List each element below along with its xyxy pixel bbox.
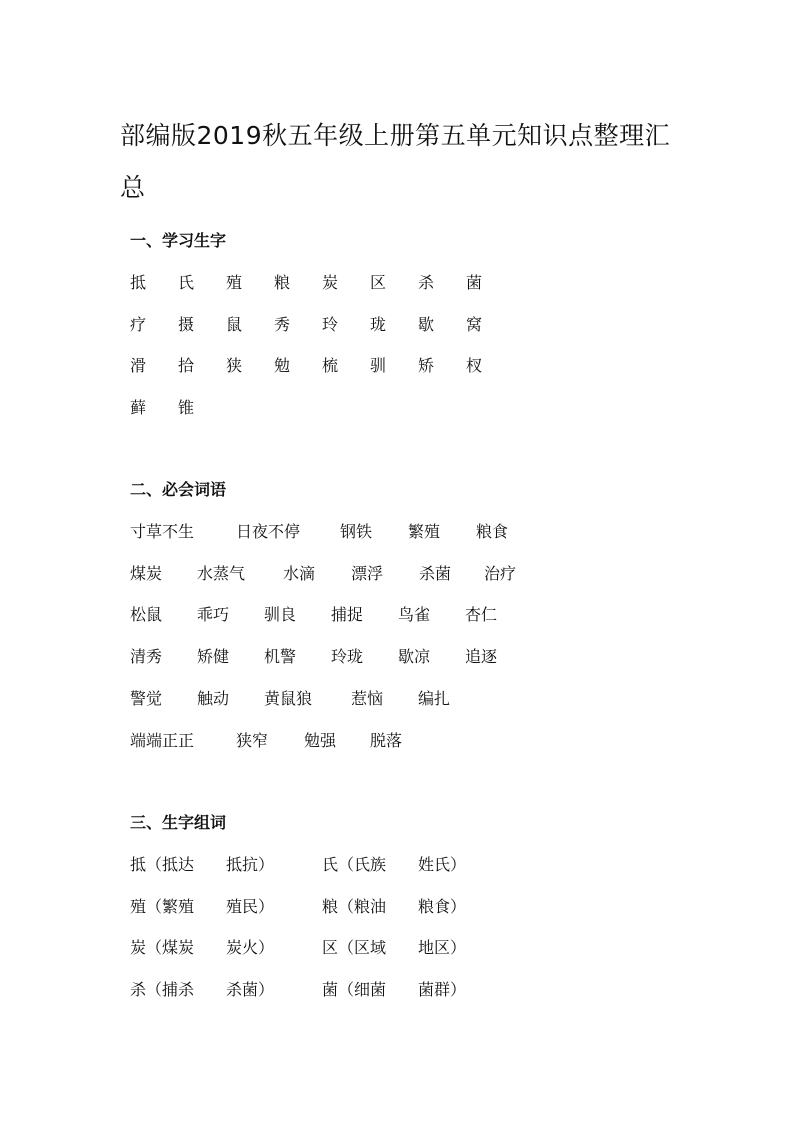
word: 编扎 (418, 689, 451, 708)
word: 寸草不生 (130, 522, 195, 541)
compound-entry: 杀（捕杀 杀菌） (130, 980, 275, 999)
char-row (130, 395, 226, 418)
word: 警觉 (130, 689, 163, 708)
word: 日夜不停 (236, 522, 301, 541)
word: 狭窄 (236, 731, 269, 750)
char: 秀 (274, 315, 291, 334)
compound-row (130, 935, 466, 958)
word: 治疗 (484, 564, 517, 583)
compound-entry: 区（区域 地区） (322, 938, 467, 957)
word: 勉强 (304, 731, 337, 750)
char-row (130, 270, 514, 293)
char: 菌 (466, 273, 483, 292)
word: 玲珑 (331, 647, 364, 666)
word: 水滴 (283, 564, 316, 583)
word: 鸟雀 (398, 605, 431, 624)
char: 锥 (178, 398, 195, 417)
word-row (130, 728, 402, 751)
word: 黄鼠狼 (264, 689, 313, 708)
char: 藓 (130, 398, 147, 417)
char: 玲 (322, 315, 339, 334)
char: 杈 (466, 356, 483, 375)
char: 区 (370, 273, 387, 292)
word: 惹恼 (351, 689, 384, 708)
section-heading-compounds: 三、生字组词 (130, 813, 227, 832)
char: 歇 (418, 315, 435, 334)
char-row (130, 353, 514, 376)
compound-row (130, 977, 466, 1000)
word: 乖巧 (197, 605, 230, 624)
word: 繁殖 (408, 522, 441, 541)
word: 杏仁 (465, 605, 498, 624)
word: 驯良 (264, 605, 297, 624)
char-row (130, 312, 514, 335)
word-row (130, 686, 450, 709)
compound-row (130, 894, 466, 917)
char: 殖 (226, 273, 243, 292)
word: 杀菌 (419, 564, 452, 583)
word: 机警 (264, 647, 297, 666)
char: 疗 (130, 315, 147, 334)
char: 杀 (418, 273, 435, 292)
char: 珑 (370, 315, 387, 334)
word: 脱落 (370, 731, 403, 750)
compound-entry: 粮（粮油 粮食） (322, 897, 467, 916)
char: 抵 (130, 273, 147, 292)
word: 矫健 (197, 647, 230, 666)
char: 粮 (274, 273, 291, 292)
word: 钢铁 (340, 522, 373, 541)
compound-row (130, 852, 466, 875)
char: 驯 (370, 356, 387, 375)
word: 漂浮 (351, 564, 384, 583)
compound-entry: 抵（抵达 抵抗） (130, 855, 275, 874)
word: 水蒸气 (197, 564, 246, 583)
compound-entry: 炭（煤炭 炭火） (130, 938, 275, 957)
char: 勉 (274, 356, 291, 375)
word: 歇凉 (398, 647, 431, 666)
char: 矫 (418, 356, 435, 375)
char: 窝 (466, 315, 483, 334)
word: 清秀 (130, 647, 163, 666)
compound-entry: 菌（细菌 菌群） (322, 980, 467, 999)
word: 追逐 (465, 647, 498, 666)
char: 拾 (178, 356, 195, 375)
char: 鼠 (226, 315, 243, 334)
char: 氏 (178, 273, 195, 292)
char: 梳 (322, 356, 339, 375)
char: 狭 (226, 356, 243, 375)
char: 摄 (178, 315, 195, 334)
section-heading-words: 二、必会词语 (130, 480, 227, 499)
word-row (130, 644, 497, 667)
word: 触动 (197, 689, 230, 708)
document-title: 部编版2019秋五年级上册第五单元知识点整理汇总 (120, 121, 671, 202)
word: 端端正正 (130, 731, 195, 750)
word: 松鼠 (130, 605, 163, 624)
word-row (130, 519, 508, 542)
compound-entry: 殖（繁殖 殖民） (130, 897, 275, 916)
word-row (130, 602, 497, 625)
section-heading-characters: 一、学习生字 (130, 231, 227, 250)
word-row (130, 561, 516, 584)
char: 滑 (130, 356, 147, 375)
word: 捕捉 (331, 605, 364, 624)
word: 粮食 (476, 522, 509, 541)
compound-entry: 氏（氏族 姓氏） (322, 855, 467, 874)
char: 炭 (322, 273, 339, 292)
word: 煤炭 (130, 564, 163, 583)
